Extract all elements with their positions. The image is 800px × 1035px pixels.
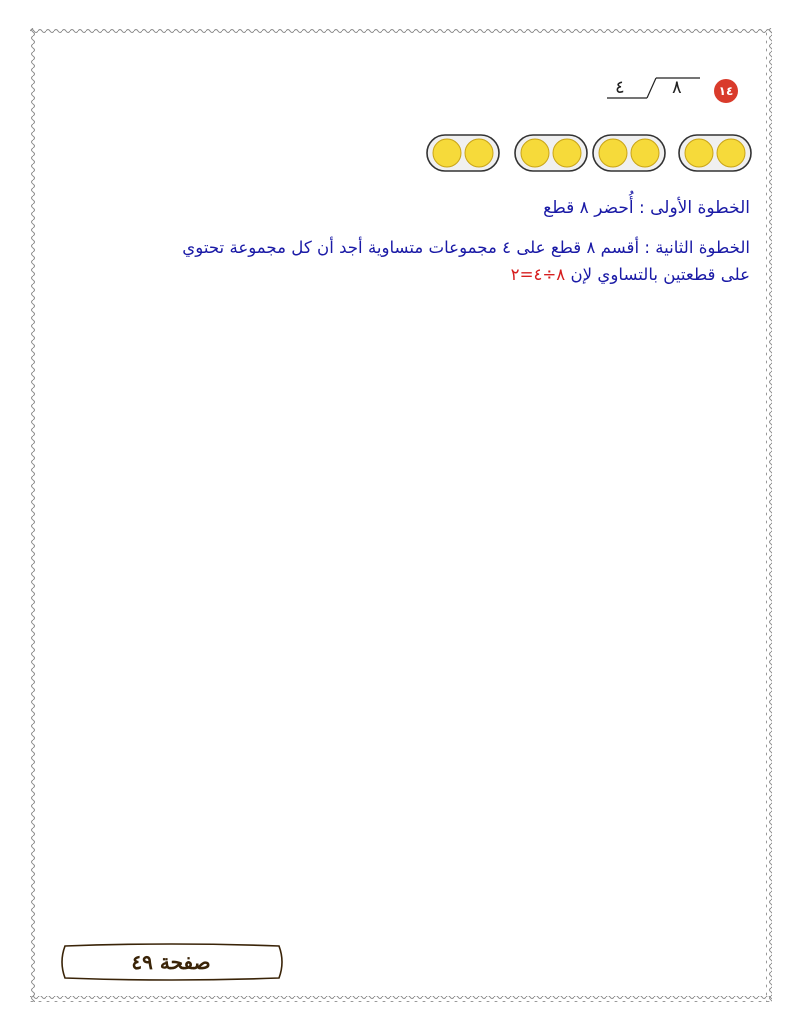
step-one-text: الخطوة الأولى : أُحضر ٨ قطع: [543, 198, 750, 218]
yellow-counter: [553, 139, 581, 167]
counter-groups: [425, 132, 755, 178]
yellow-counter: [599, 139, 627, 167]
yellow-counter: [465, 139, 493, 167]
yellow-counter: [685, 139, 713, 167]
yellow-counter: [521, 139, 549, 167]
division-equation: ٨÷٤=٢: [510, 265, 566, 284]
yellow-counter: [433, 139, 461, 167]
page-number-label: صفحة ٤٩: [131, 950, 211, 974]
step-two-line-one: الخطوة الثانية : أقسم ٨ قطع على ٤ مجموعات متساوية أجد أن كل مجموعة تحتوي: [182, 238, 750, 257]
step-two-text: على قطعتين بالتساوي لإن: [565, 265, 750, 284]
question-number-badge: ١٤: [714, 79, 738, 103]
counter-groups-drawing: [425, 132, 755, 174]
yellow-counter: [631, 139, 659, 167]
step-two-line-two: [511, 265, 750, 284]
division-dividend: ٨: [672, 77, 682, 98]
yellow-counter: [717, 139, 745, 167]
division-divisor: ٤: [615, 77, 625, 98]
